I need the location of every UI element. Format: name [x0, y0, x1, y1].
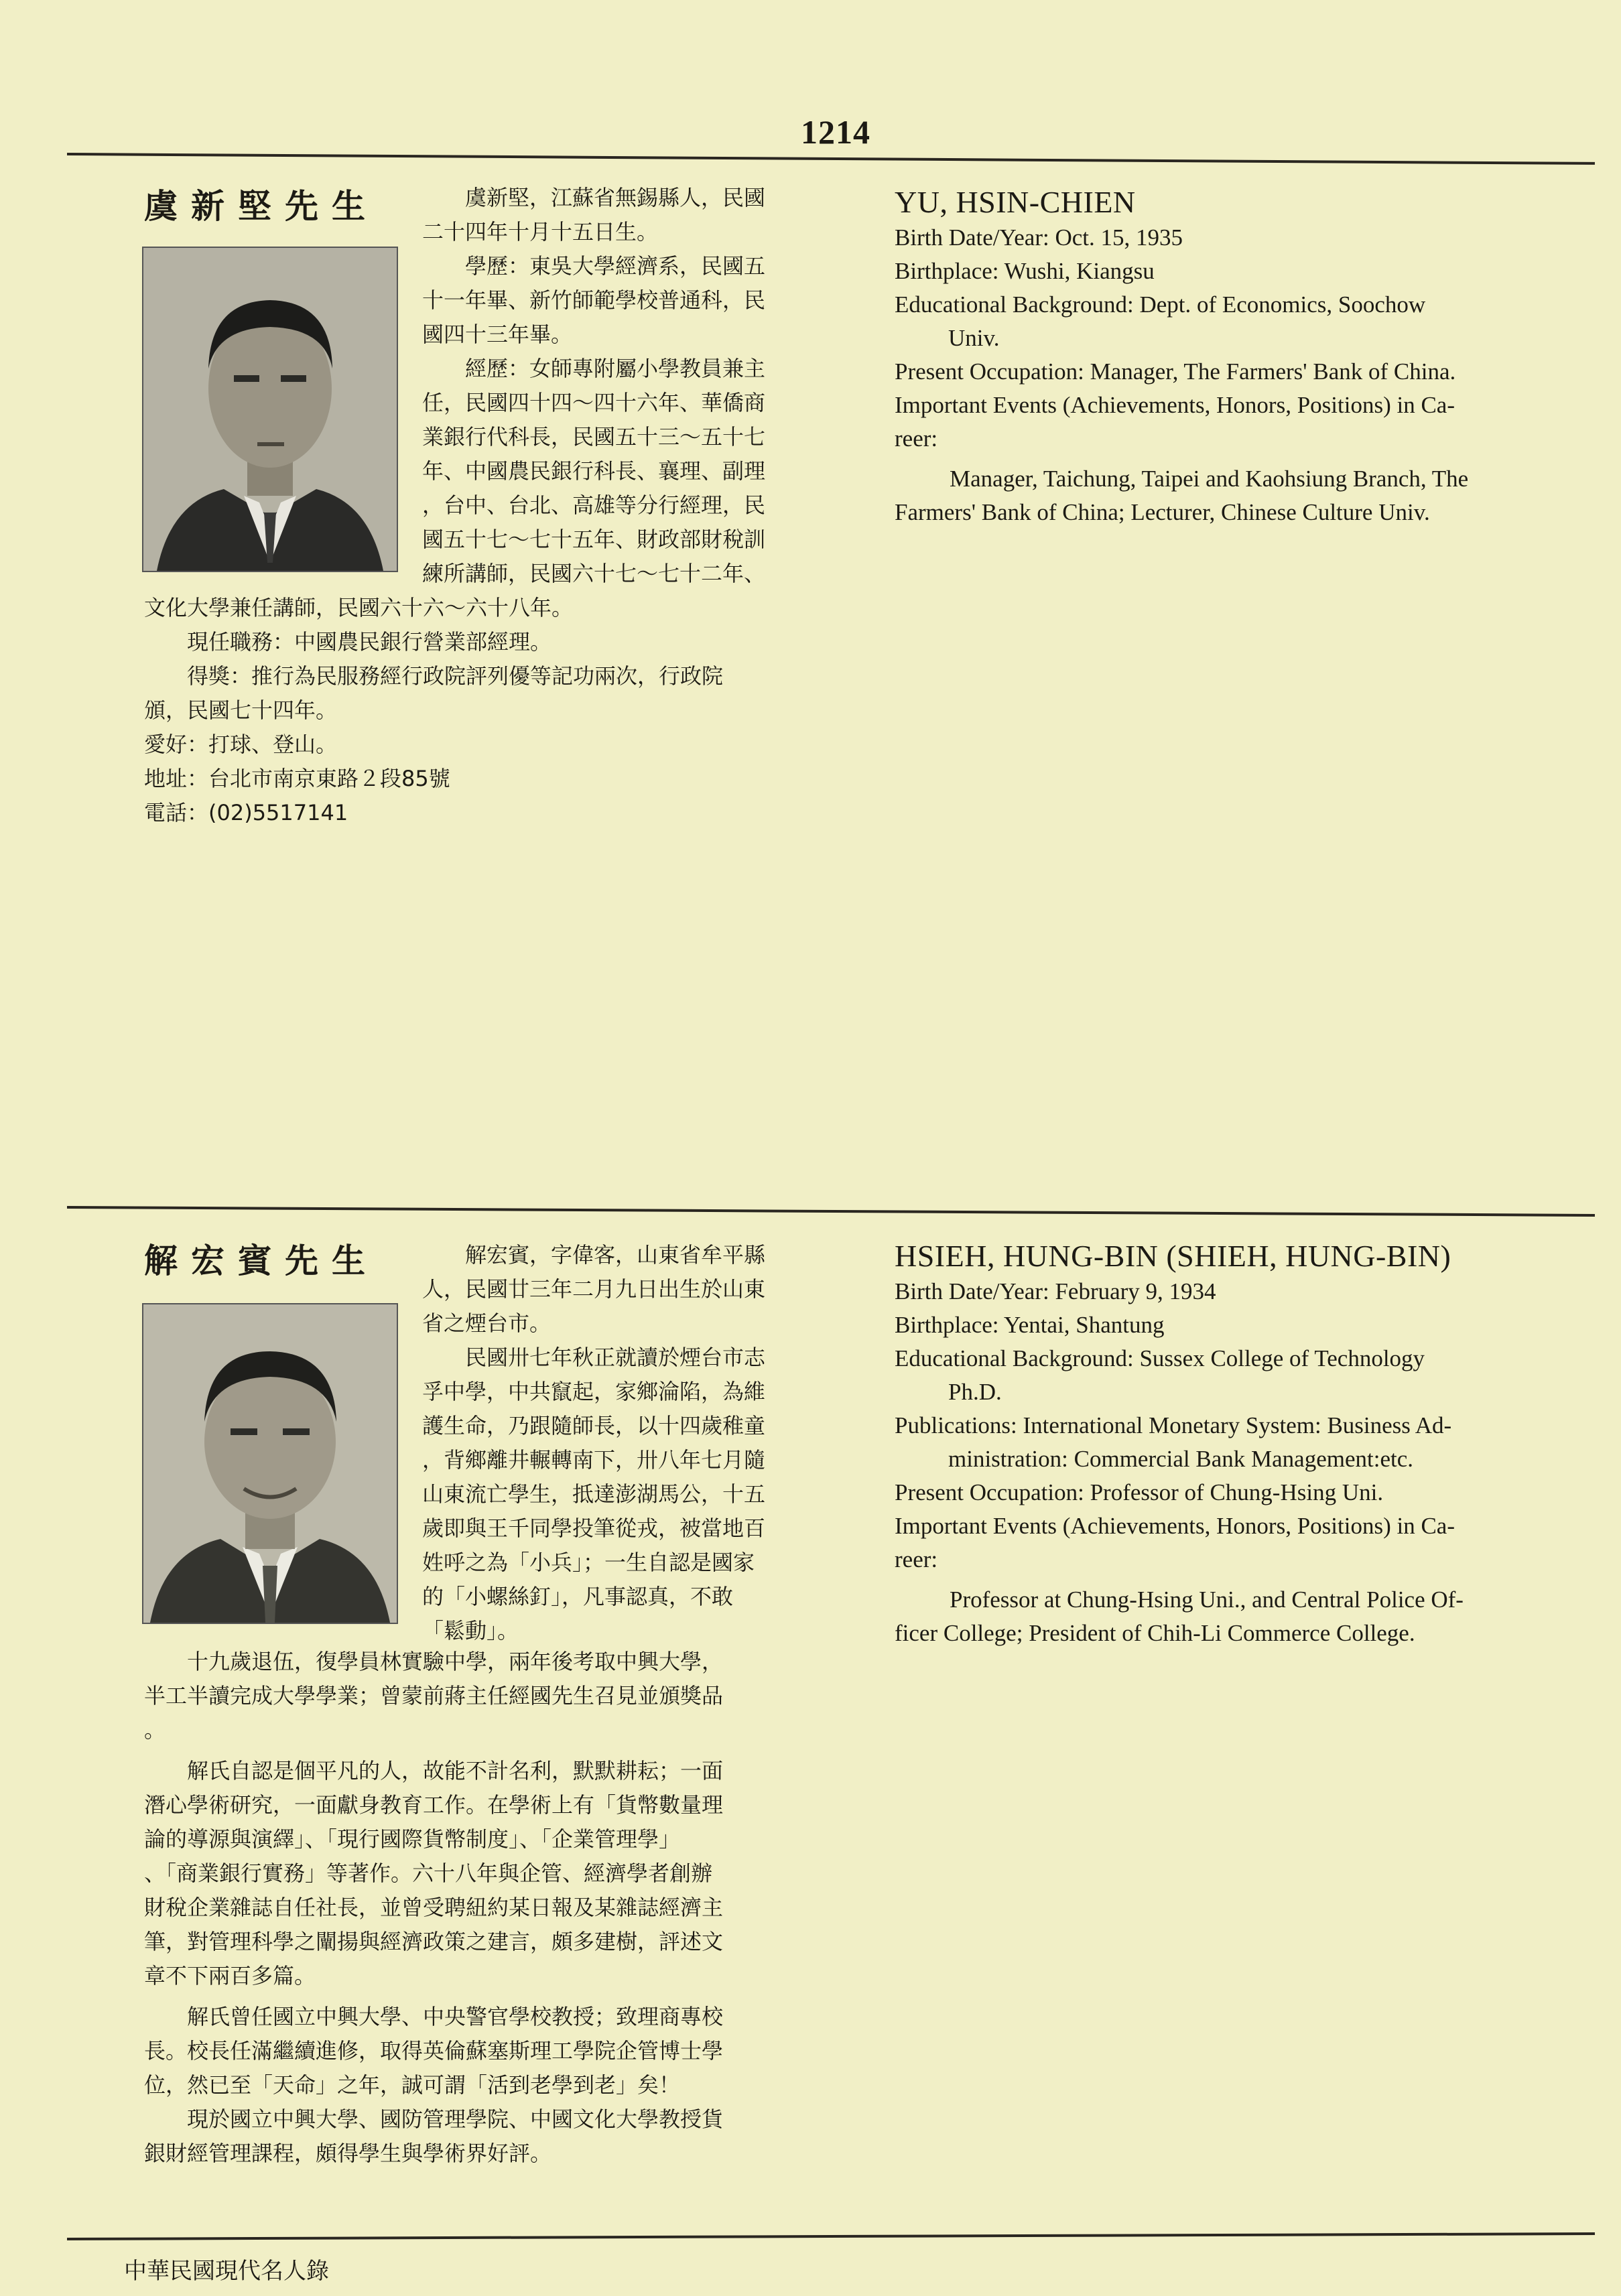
entry1-address: 地址：台北市南京東路２段85號: [144, 766, 450, 791]
entry2-zh-line-2: 省之煙台市。: [422, 1310, 552, 1336]
entry2-zh-line-1: 人，民國廿三年二月九日出生於山東: [422, 1276, 766, 1302]
entry2-zh-line-21: 章不下兩百多篇。: [144, 1963, 316, 1988]
entry2-zh-line-4: 孚中學，中共竄起，家鄉淪陷，為維: [422, 1379, 766, 1404]
entry2-zh-line-26: 銀財經管理課程，頗得學生與學術界好評。: [144, 2141, 552, 2166]
entry1-zh-line-3: 十一年畢、新竹師範學校普通科，民: [422, 287, 766, 313]
entry1-zh-line-8: 年、中國農民銀行科長、襄理、副理: [422, 458, 766, 484]
entry1-zh-line-15: 頒，民國七十四年。: [144, 697, 338, 723]
page-number: 1214: [801, 113, 870, 151]
entry2-zh-line-12: 十九歲退伍，復學員林實驗中學，兩年後考取中興大學，: [144, 1649, 724, 1674]
entry1-zh-line-13: 現任職務：中國農民銀行營業部經理。: [144, 629, 552, 655]
footer-rule: [67, 2232, 1595, 2240]
entry2-zh-line-9: 姓呼之為「小兵」；一生自認是國家: [422, 1550, 755, 1575]
entry1-en-events-cont: reer:: [895, 425, 938, 452]
entry2-en-birthdate: Birth Date/Year: February 9, 1934: [895, 1278, 1216, 1304]
entry2-english-details: [895, 1275, 1464, 1650]
header-rule: [67, 153, 1595, 165]
entry1-zh-line-6: 任，民國四十四～四十六年、華僑商: [422, 390, 766, 415]
entry2-zh-line-8: 歲即與王千同學投筆從戎，被當地百: [422, 1515, 766, 1541]
entry2-en-education: Educational Background: Sussex College of Technology: [895, 1345, 1425, 1371]
entry2-portrait-photo: [142, 1303, 398, 1624]
entry2-zh-line-7: 山東流亡學生，抵達澎湖馬公，十五: [422, 1481, 766, 1507]
entry2-zh-line-18: 、「商業銀行實務」等著作。六十八年與企管、經濟學者創辦: [144, 1861, 713, 1886]
entry2-zh-line-11: 「鬆動」。: [422, 1618, 519, 1643]
entry2-en-events-cont: reer:: [895, 1546, 938, 1572]
entry2-zh-line-19: 財稅企業雜誌自任社長，並曾受聘紐約某日報及某雜誌經濟主: [144, 1895, 724, 1920]
entry1-zh-line-7: 業銀行代科長，民國五十三～五十七: [422, 424, 766, 450]
entry1-phone: 電話：(02)5517141: [144, 800, 348, 825]
entry1-en-occupation: Present Occupation: Manager, The Farmers' Bank of China.: [895, 358, 1456, 385]
entry1-zh-line-10: 國五十七～七十五年、財政部財稅訓: [422, 527, 766, 552]
entry2-zh-line-5: 護生命，乃跟隨師長，以十四歲稚童: [422, 1413, 766, 1438]
entry2-en-career-2: ficer College; President of Chih-Li Commerce College.: [895, 1620, 1415, 1646]
entry2-english-name: HSIEH, HUNG-BIN (SHIEH, HUNG-BIN): [895, 1239, 1451, 1273]
book-title-footer: 中華民國現代名人錄: [124, 2258, 329, 2285]
entry2-zh-line-22: 解氏曾任國立中興大學、中央警官學校教授；致理商專校: [144, 2004, 724, 2029]
entry1-en-events: Important Events (Achievements, Honors, Positions) in Ca-: [895, 392, 1455, 418]
entry1-zh-line-12: 文化大學兼任講師，民國六十六～六十八年。: [144, 595, 574, 620]
entry2-chinese-name: 解宏賓先生: [144, 1241, 379, 1280]
entry1-zh-line-9: ，台中、台北、高雄等分行經理，民: [422, 492, 766, 518]
entry1-english-name: YU, HSIN-CHIEN: [895, 185, 1136, 219]
entry2-zh-line-23: 長。校長任滿繼續進修，取得英倫蘇塞斯理工學院企管博士學: [144, 2038, 724, 2064]
entry1-en-career-2: Farmers' Bank of China; Lecturer, Chinese Culture Univ.: [895, 499, 1430, 525]
entry2-en-events: Important Events (Achievements, Honors, Positions) in Ca-: [895, 1513, 1455, 1539]
entry2-en-publications-cont: ministration: Commercial Bank Management:etc.: [948, 1446, 1413, 1472]
entry2-zh-line-3: 民國卅七年秋正就讀於煙台市志: [422, 1345, 766, 1370]
entry1-zh-line-1: 二十四年十月十五日生。: [422, 219, 659, 245]
entry2-en-occupation: Present Occupation: Professor of Chung-Hsing Uni.: [895, 1479, 1384, 1505]
entry1-zh-line-5: 經歷：女師專附屬小學教員兼主: [422, 356, 766, 381]
entry2-zh-line-13: 半工半讀完成大學學業；曾蒙前蔣主任經國先生召見並頒獎品: [144, 1683, 724, 1708]
entry1-en-birthdate: Birth Date/Year: Oct. 15, 1935: [895, 224, 1183, 251]
entry2-zh-line-10: 的「小螺絲釘」，凡事認真，不敢: [422, 1584, 734, 1609]
entry2-en-birthplace: Birthplace: Yentai, Shantung: [895, 1312, 1165, 1338]
entry1-en-birthplace: Birthplace: Wushi, Kiangsu: [895, 258, 1155, 284]
entry2-zh-line-6: ，背鄉離井輾轉南下，卅八年七月隨: [422, 1447, 766, 1473]
entry1-hobbies: 愛好：打球、登山。: [144, 732, 338, 757]
entry1-en-education-cont: Univ.: [948, 325, 1000, 351]
entry2-zh-line-0: 解宏賓，字偉客，山東省牟平縣: [422, 1242, 766, 1268]
entry2-zh-line-25: 現於國立中興大學、國防管理學院、中國文化大學教授貨: [144, 2106, 724, 2132]
entry1-chinese-name: 虞新堅先生: [144, 187, 379, 226]
entry1-en-education: Educational Background: Dept. of Economics, Soochow: [895, 291, 1426, 318]
entry2-en-education-cont: Ph.D.: [948, 1379, 1002, 1405]
entry1-zh-line-2: 學歷：東吳大學經濟系，民國五: [422, 253, 766, 279]
entry2-zh-line-17: 論的導源與演繹」、「現行國際貨幣制度」、「企業管理學」: [144, 1826, 681, 1852]
entry2-en-publications: Publications: International Monetary System: Business Ad-: [895, 1412, 1452, 1438]
entry2-zh-line-14: 。: [144, 1717, 166, 1743]
entry1-zh-line-14: 得獎：推行為民服務經行政院評列優等記功兩次，行政院: [144, 663, 724, 689]
entry2-zh-line-16: 潛心學術研究，一面獻身教育工作。在學術上有「貨幣數量理: [144, 1792, 724, 1818]
entry2-zh-line-20: 筆，對管理科學之闡揚與經濟政策之建言，頗多建樹，評述文: [144, 1929, 724, 1954]
entry1-portrait-photo: [142, 247, 398, 572]
entry1-en-career-1: Manager, Taichung, Taipei and Kaohsiung Branch, The: [950, 466, 1469, 492]
entry1-zh-line-4: 國四十三年畢。: [422, 322, 573, 347]
entry1-english-details: [895, 221, 1468, 529]
entry-divider: [67, 1206, 1595, 1217]
entry2-en-career-1: Professor at Chung-Hsing Uni., and Central Police Of-: [950, 1586, 1464, 1613]
entry2-zh-line-24: 位，然已至「天命」之年，誠可謂「活到老學到老」矣！: [144, 2072, 681, 2098]
entry1-zh-line-0: 虞新堅，江蘇省無錫縣人，民國: [422, 185, 766, 210]
entry2-zh-line-15: 解氏自認是個平凡的人，故能不計名利，默默耕耘；一面: [144, 1758, 724, 1783]
entry1-zh-line-11: 練所講師，民國六十七～七十二年、: [422, 561, 766, 586]
